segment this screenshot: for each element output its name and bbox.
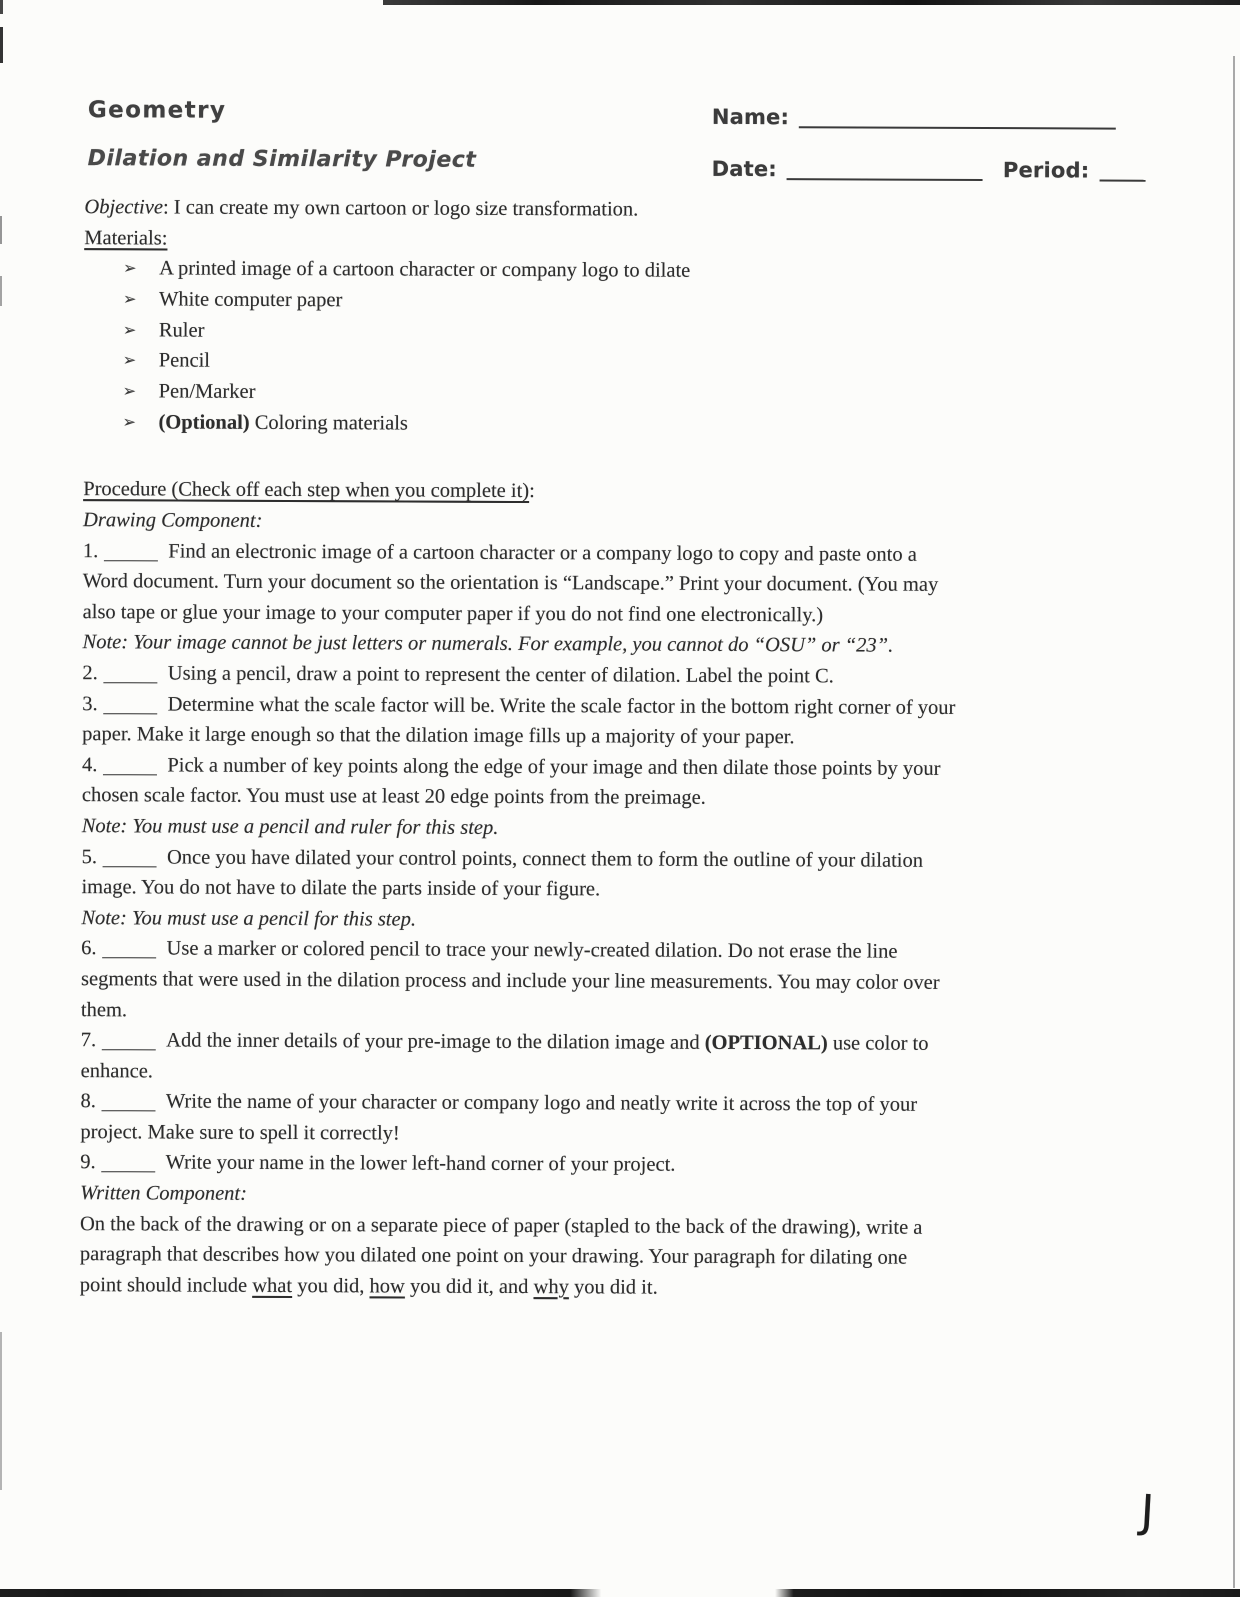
- written-component-heading: Written Component:: [80, 1182, 248, 1205]
- optional-bold-text: (OPTIONAL): [704, 1031, 828, 1055]
- material-item: [84, 345, 1169, 380]
- step-text: Add the inner details of your pre-image to the dilation image and: [166, 1029, 705, 1054]
- arrow-bullet-icon: ➢: [123, 258, 137, 278]
- written-paragraph: [80, 1209, 1165, 1306]
- objective-label: Objective: [84, 196, 164, 219]
- step-number: 5.: [81, 845, 98, 868]
- written-text: you did it.: [568, 1276, 658, 1299]
- underlined-how: how: [369, 1275, 405, 1298]
- written-text: you did it, and: [404, 1275, 534, 1298]
- procedure-step-2: [82, 658, 1167, 693]
- step-number: 1.: [82, 539, 99, 562]
- procedure-heading: [83, 475, 1168, 510]
- material-plain-text: Coloring materials: [249, 411, 408, 435]
- arrow-bullet-icon: ➢: [122, 350, 137, 370]
- procedure-step-9: [80, 1148, 1165, 1183]
- name-blank-line: [799, 122, 1116, 129]
- material-item: [84, 284, 1169, 319]
- material-text: [159, 376, 256, 407]
- procedure-step-6: [81, 933, 1166, 1030]
- procedure-heading-colon: :: [529, 480, 535, 503]
- procedure-step-3: [82, 689, 1167, 755]
- arrow-bullet-icon: ➢: [122, 411, 136, 432]
- step-checkoff-blank: [104, 550, 158, 561]
- procedure-step-7: [81, 1025, 1166, 1091]
- step-checkoff-blank: [102, 1100, 156, 1111]
- step-text: Pick a number of key points along the edge of your image and then dilate those points by your chosen scale factor. You must use at least 20 edge points from the preimage.: [81, 754, 941, 810]
- material-plain-text: White computer paper: [158, 288, 343, 312]
- name-label: Name:: [711, 104, 790, 130]
- period-blank-line: [1099, 176, 1145, 182]
- material-item: [84, 253, 1169, 288]
- date-label: Date:: [711, 156, 777, 182]
- procedure-step-8: [80, 1086, 1165, 1152]
- step-text: Use a marker or colored pencil to trace your newly-created dilation. Do not erase the line segments that were used in the dilation process and include your line measurements. You may color over them.: [80, 937, 940, 1021]
- materials-list: [83, 253, 1169, 442]
- material-item: [84, 376, 1169, 411]
- underlined-what: what: [252, 1274, 293, 1297]
- material-plain-text: A printed image of a cartoon character or company logo to dilate: [159, 257, 691, 282]
- step-text: Once you have dilated your control points, connect them to form the outline of your dilation image. You do not have to dilate the parts inside of your figure.: [81, 846, 924, 901]
- step-checkoff-blank: [102, 1039, 156, 1050]
- material-plain-text: Pencil: [158, 349, 211, 372]
- step-checkoff-blank: [103, 948, 157, 959]
- material-plain-text: Ruler: [158, 319, 205, 342]
- step-checkoff-blank: [104, 703, 158, 714]
- procedure-heading-text: Procedure (Check off each step when you complete it): [83, 478, 530, 503]
- material-plain-text: Pen/Marker: [158, 380, 256, 403]
- document-body: [80, 192, 1170, 1305]
- step-checkoff-blank: [102, 1162, 156, 1173]
- step-text: Write your name in the lower left-hand corner of your project.: [165, 1151, 676, 1177]
- arrow-bullet-icon: ➢: [122, 381, 137, 401]
- step-text: Determine what the scale factor will be. Write the scale factor in the bottom right corner of your paper. Make it large enough so that the dilation image fills up a majority of your paper.: [82, 693, 956, 749]
- materials-heading: Materials:: [84, 226, 168, 250]
- step-number: 2.: [82, 662, 98, 685]
- procedure-note: Note: You must use a pencil for this step.: [81, 906, 417, 931]
- name-field-row: [712, 105, 1116, 131]
- period-label: Period:: [1002, 158, 1090, 183]
- material-text: [158, 407, 408, 439]
- step-number: 3.: [82, 692, 98, 715]
- underlined-why: why: [533, 1275, 569, 1299]
- procedure-note: Note: Your image cannot be just letters or numerals. For example, you cannot do “OSU” or “23”.: [82, 631, 894, 658]
- procedure-step-5: [81, 842, 1166, 908]
- step-text: Write the name of your character or company logo and neatly write it across the top of your project. Make sure to spell it correctly!: [80, 1090, 918, 1145]
- document-title: Dilation and Similarity Project: [87, 146, 477, 173]
- material-item: [84, 315, 1169, 350]
- procedure-step-4: [82, 750, 1167, 816]
- step-text: Using a pencil, draw a point to represent the center of dilation. Label the point C.: [167, 662, 834, 688]
- material-text: [159, 254, 690, 287]
- step-text: Find an electronic image of a cartoon character or a company logo to copy and paste onto a Word document. Turn your document so the orientation is “Landscape.” Print your document. (You may also tape or glue your image to your computer paper if you do not find one electronically.): [82, 540, 939, 627]
- handwritten-j-mark: J: [1139, 1484, 1156, 1539]
- procedure-note: Note: You must use a pencil and ruler for this step.: [81, 815, 499, 839]
- step-number: 4.: [81, 753, 98, 776]
- material-bold-text: (Optional): [158, 411, 250, 434]
- material-text: [159, 315, 205, 346]
- material-text: [159, 346, 210, 377]
- step-checkoff-blank: [104, 672, 158, 683]
- drawing-component-heading: Drawing Component:: [83, 509, 263, 532]
- step-number: 7.: [80, 1029, 97, 1052]
- objective-text: : I can create my own cartoon or logo size transformation.: [162, 196, 639, 221]
- material-item: [83, 407, 1168, 442]
- step-number: 8.: [80, 1090, 96, 1113]
- arrow-bullet-icon: ➢: [123, 289, 137, 309]
- objective-line: [84, 192, 1169, 227]
- date-blank-line: [787, 174, 983, 181]
- step-checkoff-blank: [103, 856, 157, 867]
- material-text: [159, 284, 342, 316]
- written-text: On the back of the drawing or on a separate piece of paper (stapled to the back of the drawing), write a paragraph that describes how you dilated one point on your drawing. Your paragraph for dilating one point should include: [79, 1212, 923, 1297]
- procedure-step-1: [83, 536, 1168, 633]
- step-number: 9.: [80, 1151, 96, 1174]
- course-name: Geometry: [87, 97, 227, 124]
- step-checkoff-blank: [103, 764, 157, 775]
- step-text: use color to enhance.: [80, 1032, 929, 1083]
- step-number: 6.: [81, 937, 97, 960]
- date-period-field-row: [712, 157, 1146, 183]
- arrow-bullet-icon: ➢: [122, 319, 137, 339]
- written-text: you did,: [292, 1274, 370, 1298]
